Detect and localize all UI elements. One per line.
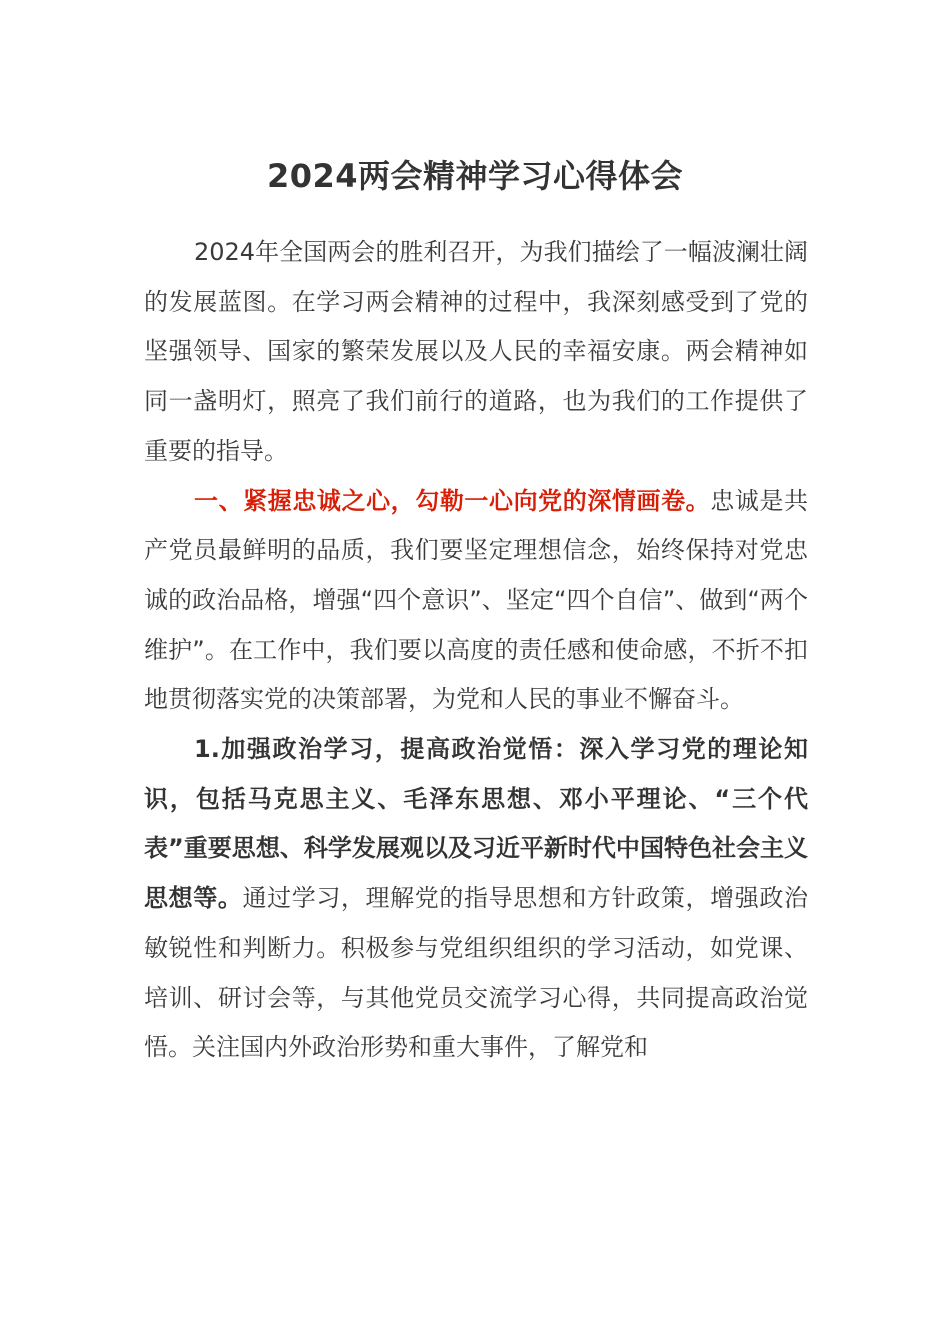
- section-one-text: 忠诚是共产党员最鲜明的品质，我们要坚定理想信念，始终保持对党忠诚的政治品格，增强“四个意识”、坚定“四个自信”、做到“两个维护”。在工作中，我们要以高度的责任感和使命感，不折不扣地贯彻落实党的决策部署，为党和人民的事业不懈奋斗。: [144, 486, 808, 714]
- section-one-paragraph: [144, 477, 808, 726]
- subsection-one-heading: 1.加强政治学习，提高政治觉悟：深入学习党的理论知识，包括马克思主义、毛泽东思想、邓小平理论、“三个代表”重要思想、科学发展观以及习近平新时代中国特色社会主义思想等。: [144, 735, 808, 913]
- document-title: 2024两会精神学习心得体会: [266, 157, 684, 195]
- section-one-heading: 一、紧握忠诚之心，勾勒一心向党的深情画卷。: [194, 486, 711, 515]
- intro-paragraph-text: 2024年全国两会的胜利召开，为我们描绘了一幅波澜壮阔的发展蓝图。在学习两会精神的过程中，我深刻感受到了党的坚强领导、国家的繁荣发展以及人民的幸福安康。两会精神如同一盏明灯，照亮了我们前行的道路，也为我们的工作提供了重要的指导。: [144, 238, 808, 465]
- intro-paragraph: [144, 228, 808, 477]
- subsection-one-text: 通过学习，理解党的指导思想和方针政策，增强政治敏锐性和判断力。积极参与党组织组织的学习活动，如党课、培训、研讨会等，与其他党员交流学习心得，共同提高政治觉悟。关注国内外政治形势和重大事件，了解党和: [144, 884, 809, 1062]
- document-body: [144, 228, 808, 1073]
- subsection-one-paragraph: [144, 725, 808, 1073]
